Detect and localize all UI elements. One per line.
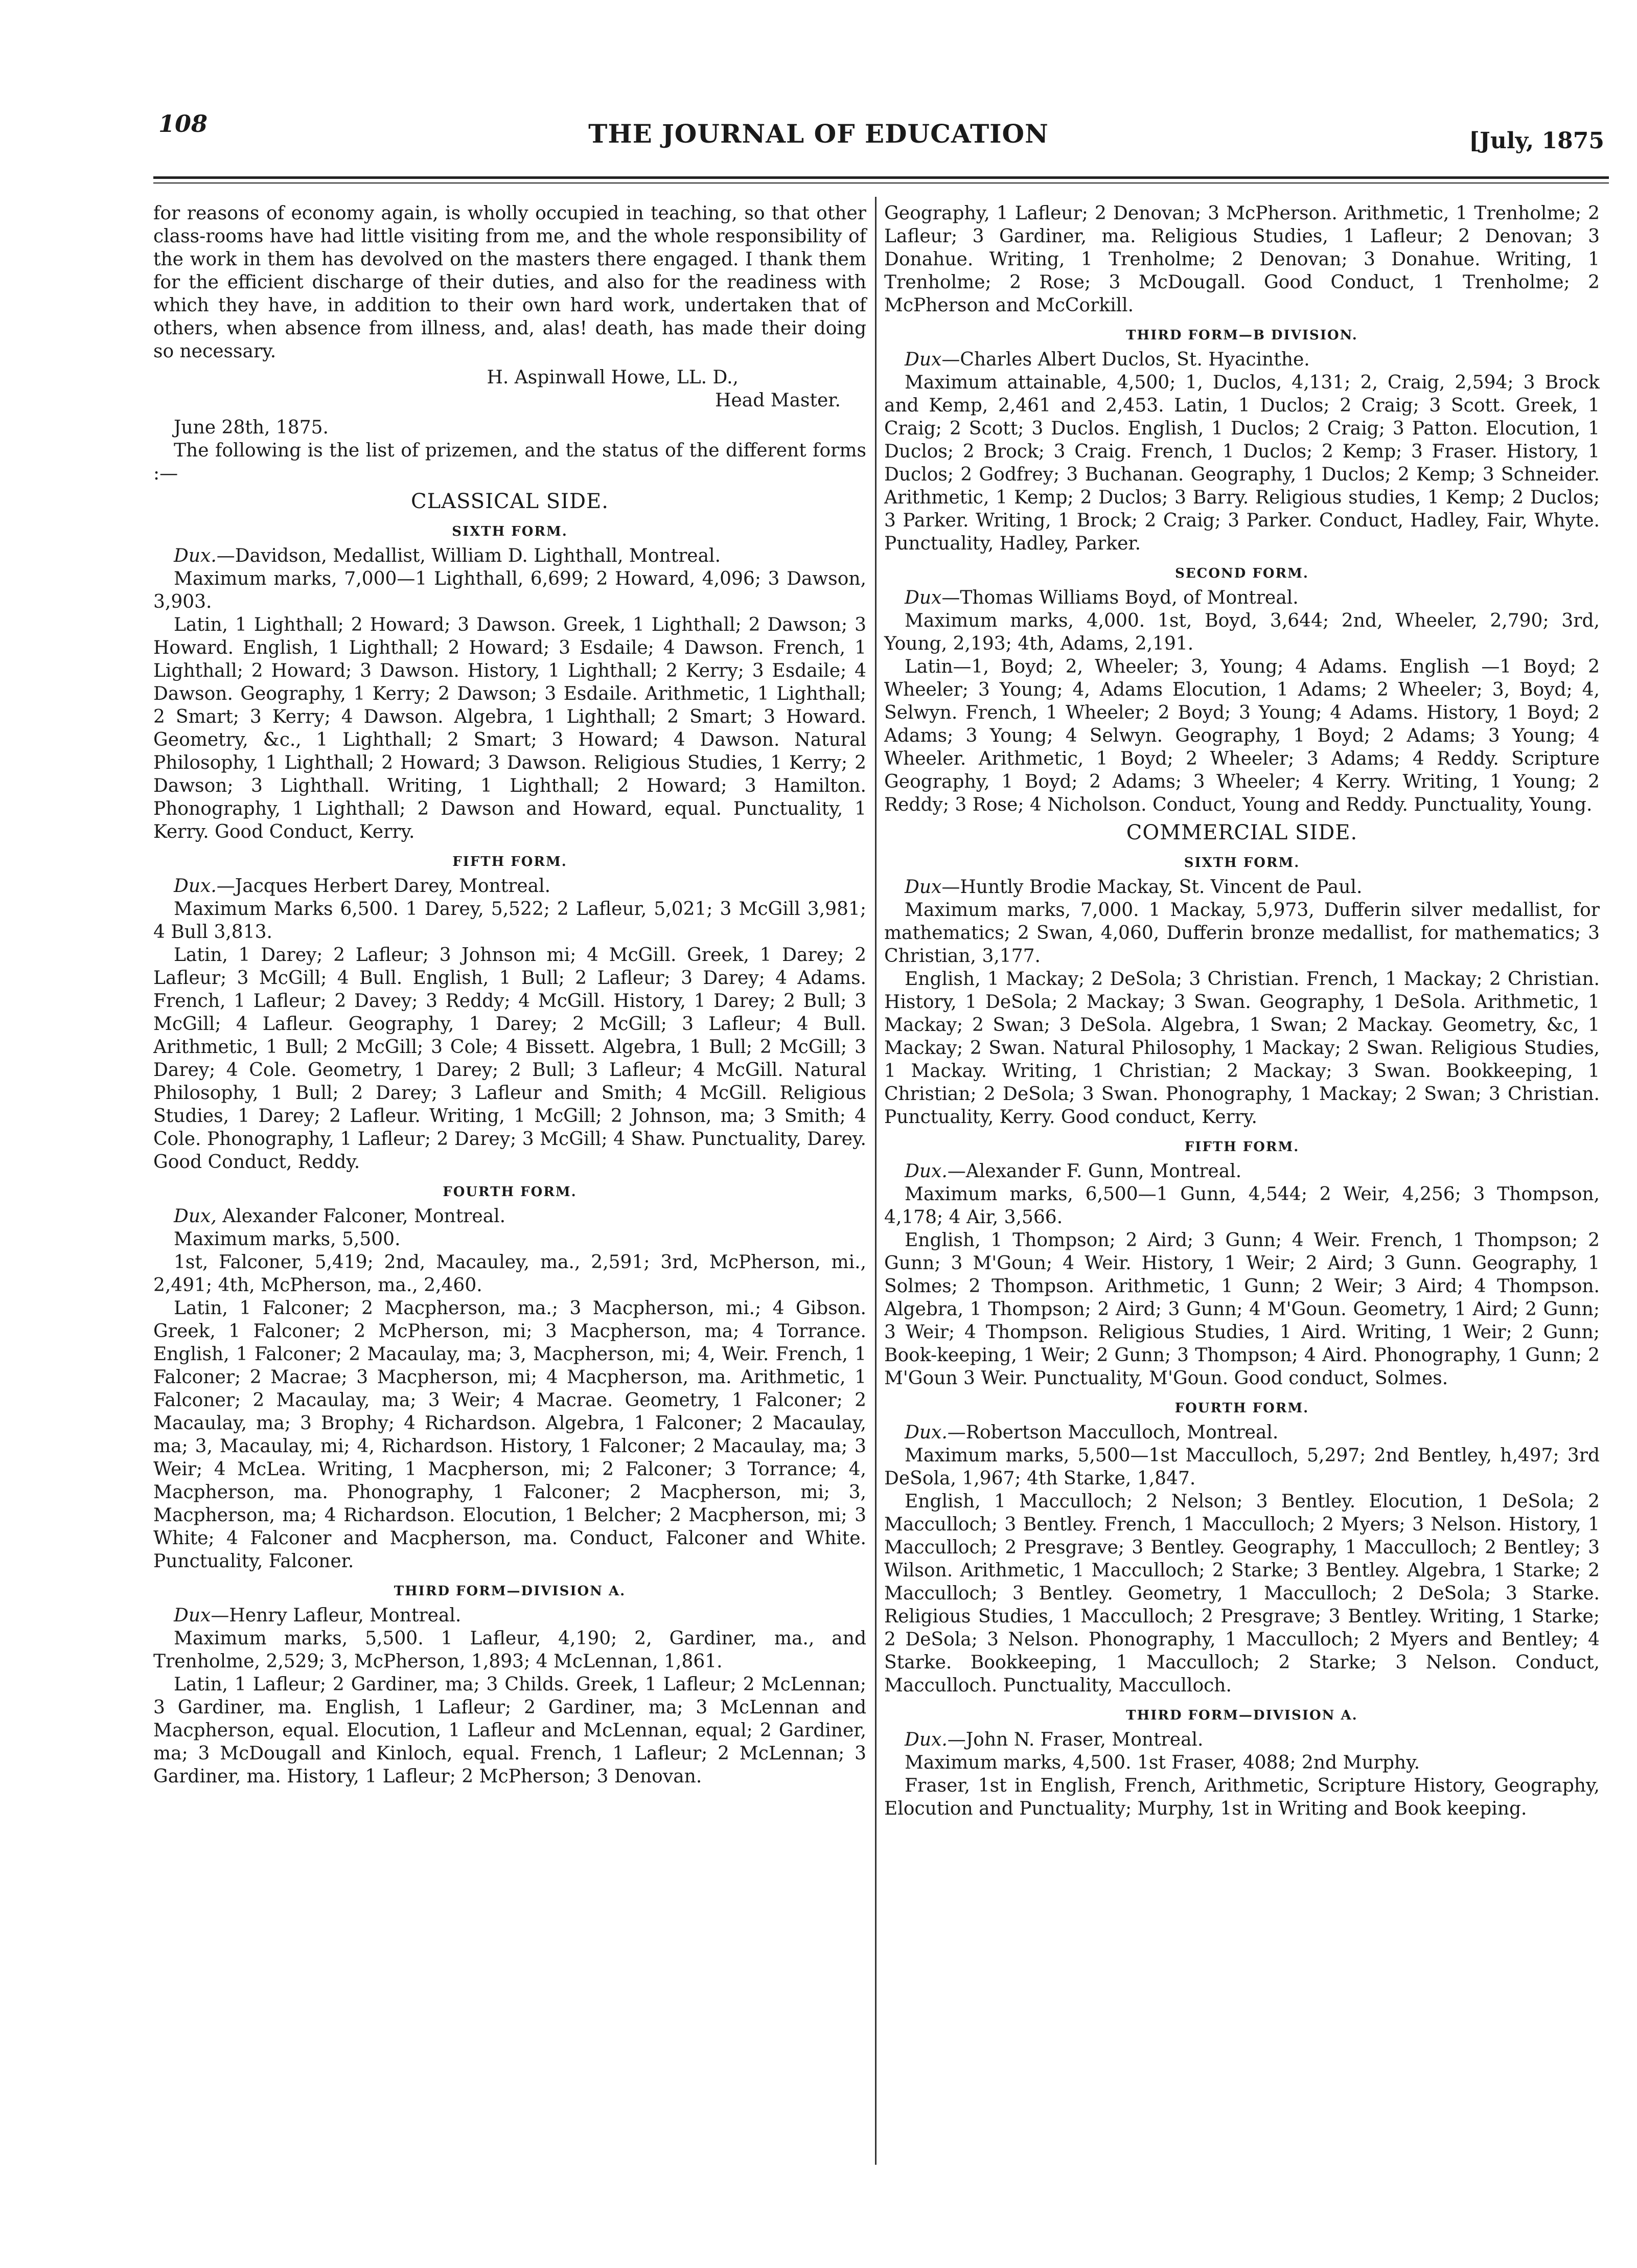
maximum-marks: Maximum marks, 7,000. 1 Mackay, 5,973, Dufferin silver medallist, for mathematics; 2 Swan, 4,060, Dufferin bronze medallist, for mathematics; 3 Christian, 3,177. xyxy=(884,900,1600,967)
subject-prizes: English, 1 Macculloch; 2 Nelson; 3 Bentley. Elocution, 1 DeSola; 2 Macculloch; 3 Bentley. French, 1 Macculloch; 2 Myers; 3 Nelson. History, 1 Macculloch; 2 Presgrave; 3 Bentley. Geography, 1 Macculloch; 2 Bentley; 3 Wilson. Arithmetic, 1 Macculloch; 2 Starke; 3 Bentley. Algebra, 1 Starke; 2 Macculloch; 3 Bentley. Geometry, 1 Macculloch; 2 DeSola; 3 Starke. Religious Studies, 1 Macculloch; 2 Presgrave; 3 Bentley. Writing, 1 Starke; 2 DeSola; 3 Nelson. Phonography, 1 Macculloch; 2 Myers and Bentley; 4 Starke. Bookkeeping, 1 Macculloch; 2 Starke; 3 Nelson. Conduct, Macculloch. Punctuality, Macculloch. xyxy=(884,1491,1600,1696)
dux-label: Dux. xyxy=(905,1729,948,1750)
report-date: June 28th, 1875. xyxy=(174,417,329,438)
opening-paragraph: for reasons of economy again, is wholly occupied in teaching, so that other class-rooms have had little visiting from me, and the whole responsibility of the work in them has devolved on the masters there engaged. I thank them for the efficient discharge of their duties, and also for the readiness with which they have, in addition to their own hard work, undertaken that of others, when absence from illness, and, alas! death, has made their doing so necessary. xyxy=(153,203,866,362)
dux-name: —Thomas Williams Boyd, of Montreal. xyxy=(941,587,1299,608)
dux-line xyxy=(884,586,1600,609)
dux-name: Alexander Falconer, Montreal. xyxy=(216,1206,506,1227)
rank-list: 1st, Falconer, 5,419; 2nd, Macauley, ma., 2,591; 3rd, McPherson, mi., 2,491; 4th, McPherson, ma., 2,460. xyxy=(153,1252,866,1296)
dux-label: Dux. xyxy=(174,876,217,897)
maximum-marks: Maximum marks, 5,500. 1 Lafleur, 4,190; 2, Gardiner, ma., and Trenholme, 2,529; 3, McPherson, 1,893; 4 McLennan, 1,861. xyxy=(153,1628,866,1672)
subject-prizes: Latin—1, Boyd; 2, Wheeler; 3, Young; 4 Adams. English —1 Boyd; 2 Wheeler; 3 Young; 4, Adams Elocution, 1 Adams; 2 Wheeler; 3, Boyd; 4, Selwyn. French, 1 Wheeler; 2 Boyd; 3 Young; 4 Adams. History, 1 Boyd; 2 Adams; 3 Young; 4 Selwyn. Geography, 1 Boyd; 2 Adams; 3 Young; 4 Wheeler. Arithmetic, 1 Boyd; 2 Wheeler; 3 Adams; 4 Reddy. Scripture Geography, 1 Boyd; 2 Adams; 3 Wheeler; 4 Kerry. Writing, 1 Young; 2 Reddy; 3 Rose; 4 Nicholson. Conduct, Young and Reddy. Punctuality, Young. xyxy=(884,656,1600,815)
form-heading: FIFTH FORM. xyxy=(452,854,567,869)
maximum-marks: Maximum marks, 4,000. 1st, Boyd, 3,644; 2nd, Wheeler, 2,790; 3rd, Young, 2,193; 4th, Adams, 2,191. xyxy=(884,610,1600,654)
maximum-marks: Maximum attainable, 4,500; 1, Duclos, 4,131; 2, Craig, 2,594; 3 Brock and Kemp, 2,461 and 2,453. Latin, 1 Duclos; 2 Craig; 3 Scott. Greek, 1 Craig; 2 Scott; 3 Duclos. English, 1 Duclos; 2 Craig; 3 Patton. Elocution, 1 Duclos; 2 Brock; 3 Craig. French, 1 Duclos; 2 Kemp; 3 Fraser. History, 1 Duclos; 2 Godfrey; 3 Buchanan. Geography, 1 Duclos; 2 Kemp; 3 Schneider. Arithmetic, 1 Kemp; 2 Duclos; 3 Barry. Religious studies, 1 Kemp; 2 Duclos; 3 Parker. Writing, 1 Brock; 2 Craig; 3 Parker. Conduct, Hadley, Fair, Whyte. Punctuality, Hadley, Parker. xyxy=(884,372,1600,554)
maximum-marks: Maximum marks, 5,500. xyxy=(174,1229,401,1250)
form-heading: THIRD FORM—DIVISION A. xyxy=(394,1584,626,1599)
form-heading: FIFTH FORM. xyxy=(1184,1139,1300,1155)
maximum-marks: Maximum marks, 5,500—1st Macculloch, 5,297; 2nd Bentley, h,497; 3rd DeSola, 1,967; 4th Starke, 1,847. xyxy=(884,1445,1600,1489)
subject-prizes: Fraser, 1st in English, French, Arithmetic, Scripture History, Geography, Elocution and Punctuality; Murphy, 1st in Writing and Book keeping. xyxy=(884,1775,1600,1819)
dux-line xyxy=(884,1421,1600,1444)
dux-name: —John N. Fraser, Montreal. xyxy=(947,1729,1204,1750)
dux-label: Dux xyxy=(905,877,942,898)
page-header xyxy=(0,0,1637,189)
right-column xyxy=(884,202,1600,1820)
signature-name: H. Aspinwall Howe, LL. D., xyxy=(487,367,739,388)
dux-line xyxy=(153,544,866,567)
form-heading: SIXTH FORM. xyxy=(452,524,568,539)
maximum-marks: Maximum Marks 6,500. 1 Darey, 5,522; 2 Lafleur, 5,021; 3 McGill 3,981; 4 Bull 3,813. xyxy=(153,899,866,943)
dux-label: Dux. xyxy=(905,1161,948,1182)
maximum-marks: Maximum marks, 6,500—1 Gunn, 4,544; 2 Weir, 4,256; 3 Thompson, 4,178; 4 Air, 3,566. xyxy=(884,1184,1600,1228)
dux-line xyxy=(884,876,1600,899)
signature-title: Head Master. xyxy=(715,390,841,411)
maximum-marks: Maximum marks, 7,000—1 Lighthall, 6,699; 2 Howard, 4,096; 3 Dawson, 3,903. xyxy=(153,568,866,612)
dux-name: —Charles Albert Duclos, St. Hyacinthe. xyxy=(941,349,1310,370)
subject-prizes: Latin, 1 Lafleur; 2 Gardiner, ma; 3 Childs. Greek, 1 Lafleur; 2 McLennan; 3 Gardiner, ma. English, 1 Lafleur; 2 Gardiner, ma; 3 McLennan and Macpherson, equal. Elocution, 1 Lafleur and McLennan, equal; 2 Gardiner, ma; 3 McDougall and Kinloch, equal. French, 1 Lafleur; 2 McLennan; 3 Gardiner, ma. History, 1 Lafleur; 2 McPherson; 3 Denovan. xyxy=(153,1674,866,1787)
subject-prizes: Latin, 1 Darey; 2 Lafleur; 3 Johnson mi; 4 McGill. Greek, 1 Darey; 2 Lafleur; 3 McGill; 4 Bull. English, 1 Bull; 2 Lafleur; 3 Darey; 4 Adams. French, 1 Lafleur; 2 Davey; 3 Reddy; 4 McGill. History, 1 Darey; 2 Bull; 3 McGill; 4 Lafleur. Geography, 1 Darey; 2 McGill; 3 Lafleur; 4 Bull. Arithmetic, 1 Bull; 2 McGill; 3 Cole; 4 Bissett. Algebra, 1 Bull; 2 McGill; 3 Darey; 4 Cole. Geometry, 1 Darey; 2 Bull; 3 Lafleur; 4 McGill. Natural Philosophy, 1 Bull; 2 Darey; 3 Lafleur and Smith; 4 McGill. Religious Studies, 1 Darey; 2 Lafleur. Writing, 1 McGill; 2 Johnson, ma; 3 Smith; 4 Cole. Phonography, 1 Lafleur; 2 Darey; 3 McGill; 4 Shaw. Punctuality, Darey. Good Conduct, Reddy. xyxy=(153,945,866,1173)
header-rule-thin xyxy=(153,182,1609,184)
issue-date: [July, 1875 xyxy=(1469,128,1604,154)
journal-title: THE JOURNAL OF EDUCATION xyxy=(588,119,1049,149)
subject-prizes: English, 1 Mackay; 2 DeSola; 3 Christian. French, 1 Mackay; 2 Christian. History, 1 DeSola; 2 Mackay; 3 Swan. Geography, 1 DeSola. Arithmetic, 1 Mackay; 2 Swan; 3 DeSola. Algebra, 1 Swan; 2 Mackay. Geometry, &c, 1 Mackay; 2 Swan. Natural Philosophy, 1 Mackay; 2 Swan. Religious Studies, 1 Mackay. Writing, 1 Christian; 2 Mackay; 3 Swan. Bookkeeping, 1 Christian; 2 DeSola; 3 Swan. Phonography, 1 Mackay; 2 Swan; 3 Christian. Punctuality, Kerry. Good conduct, Kerry. xyxy=(884,969,1600,1128)
column-divider xyxy=(875,197,877,2165)
dux-label: Dux, xyxy=(174,1206,217,1227)
subject-prizes: Latin, 1 Falconer; 2 Macpherson, ma.; 3 Macpherson, mi.; 4 Gibson. Greek, 1 Falconer; 2 McPherson, mi; 3 Macpherson, ma; 4 Torrance. English, 1 Falconer; 2 Macaulay, ma; 3, Macpherson, mi; 4, Weir. French, 1 Falconer; 2 Macrae; 3 Macpherson, mi; 4 Macpherson, ma. Arithmetic, 1 Falconer; 2 Macaulay, ma; 3 Weir; 4 Macrae. Geometry, 1 Falconer; 2 Macaulay, ma; 3 Brophy; 4 Richardson. Algebra, 1 Falconer; 2 Macaulay, ma; 3, Macaulay, mi; 4, Richardson. History, 1 Falconer; 2 Macaulay, ma; 3 Weir; 4 McLea. Writing, 1 Macpherson, mi; 2 Falconer; 3 Torrance; 4, Macpherson, ma. Phonography, 1 Falconer; 2 Macpherson, mi; 3, Macpherson, ma; 4 Richardson. Elocution, 1 Belcher; 2 Macpherson, mi; 3 White; 4 Falconer and Macpherson, ma. Conduct, Falconer and White. Punctuality, Falconer. xyxy=(153,1298,866,1572)
dux-label: Dux xyxy=(174,1605,211,1626)
dux-label: Dux xyxy=(905,349,942,370)
subject-prizes: Latin, 1 Lighthall; 2 Howard; 3 Dawson. Greek, 1 Lighthall; 2 Dawson; 3 Howard. English, 1 Lighthall; 2 Howard; 3 Esdaile; 4 Dawson. French, 1 Lighthall; 2 Howard; 3 Dawson. History, 1 Lighthall; 2 Kerry; 3 Esdaile; 4 Dawson. Geography, 1 Kerry; 2 Dawson; 3 Esdaile. Arithmetic, 1 Lighthall; 2 Smart; 3 Kerry; 4 Dawson. Algebra, 1 Lighthall; 2 Smart; 3 Howard. Geometry, &c., 1 Lighthall; 2 Smart; 3 Howard; 4 Dawson. Natural Philosophy, 1 Lighthall; 2 Howard; 3 Dawson. Religious Studies, 1 Kerry; 2 Dawson; 3 Lighthall. Writing, 1 Lighthall; 2 Howard; 3 Hamilton. Phonography, 1 Lighthall; 2 Dawson and Howard, equal. Punctuality, 1 Kerry. Good Conduct, Kerry. xyxy=(153,614,866,842)
left-column xyxy=(153,202,866,1788)
subject-prizes: English, 1 Thompson; 2 Aird; 3 Gunn; 4 Weir. French, 1 Thompson; 2 Gunn; 3 M'Goun; 4 Weir. History, 1 Weir; 2 Aird; 3 Gunn. Geography, 1 Solmes; 2 Thompson. Arithmetic, 1 Gunn; 2 Weir; 3 Aird; 4 Thompson. Algebra, 1 Thompson; 2 Aird; 3 Gunn; 4 M'Goun. Geometry, 1 Aird; 2 Gunn; 3 Weir; 4 Thompson. Religious Studies, 1 Aird. Writing, 1 Weir; 2 Gunn; Book-keeping, 1 Weir; 2 Gunn; 3 Thompson; 4 Aird. Phonography, 1 Gunn; 2 M'Goun 3 Weir. Punctuality, M'Goun. Good conduct, Solmes. xyxy=(884,1230,1600,1389)
form-heading: THIRD FORM—DIVISION A. xyxy=(1126,1708,1358,1723)
header-rule-thick xyxy=(153,176,1609,179)
form-heading: FOURTH FORM. xyxy=(443,1184,577,1200)
dux-line xyxy=(153,1604,866,1627)
dux-label: Dux. xyxy=(174,545,217,566)
dux-name: —Jacques Herbert Darey, Montreal. xyxy=(216,876,551,897)
section-heading-classical: CLASSICAL SIDE. xyxy=(411,490,609,513)
dux-name: —Davidson, Medallist, William D. Lighthall, Montreal. xyxy=(216,545,721,566)
dux-name: —Huntly Brodie Mackay, St. Vincent de Paul. xyxy=(941,877,1363,898)
dux-line xyxy=(884,1728,1600,1751)
dux-line xyxy=(153,875,866,898)
dux-line xyxy=(884,348,1600,371)
dux-name: —Henry Lafleur, Montreal. xyxy=(211,1605,462,1626)
dux-label: Dux xyxy=(905,587,942,608)
form-heading: SIXTH FORM. xyxy=(1184,855,1300,870)
prize-list-intro: The following is the list of prizemen, and the status of the different forms :— xyxy=(153,440,866,484)
dux-line xyxy=(884,1160,1600,1183)
dux-name: —Robertson Macculloch, Montreal. xyxy=(947,1422,1279,1443)
form-heading: THIRD FORM—B DIVISION. xyxy=(1126,328,1358,343)
continued-prizes: Geography, 1 Lafleur; 2 Denovan; 3 McPherson. Arithmetic, 1 Trenholme; 2 Lafleur; 3 Gardiner, ma. Religious Studies, 1 Lafleur; 2 Denovan; 3 Donahue. Writing, 1 Trenholme; 2 Denovan; 3 Donahue. Writing, 1 Trenholme; 2 Rose; 3 McDougall. Good Conduct, 1 Trenholme; 2 McPherson and McCorkill. xyxy=(884,203,1600,316)
page-number: 108 xyxy=(158,110,208,138)
dux-name: —Alexander F. Gunn, Montreal. xyxy=(947,1161,1242,1182)
form-heading: SECOND FORM. xyxy=(1175,566,1309,581)
maximum-marks: Maximum marks, 4,500. 1st Fraser, 4088; 2nd Murphy. xyxy=(905,1752,1420,1773)
form-heading: FOURTH FORM. xyxy=(1174,1401,1309,1416)
dux-label: Dux. xyxy=(905,1422,948,1443)
section-heading-commercial: COMMERCIAL SIDE. xyxy=(1126,821,1358,844)
dux-line xyxy=(153,1205,866,1228)
